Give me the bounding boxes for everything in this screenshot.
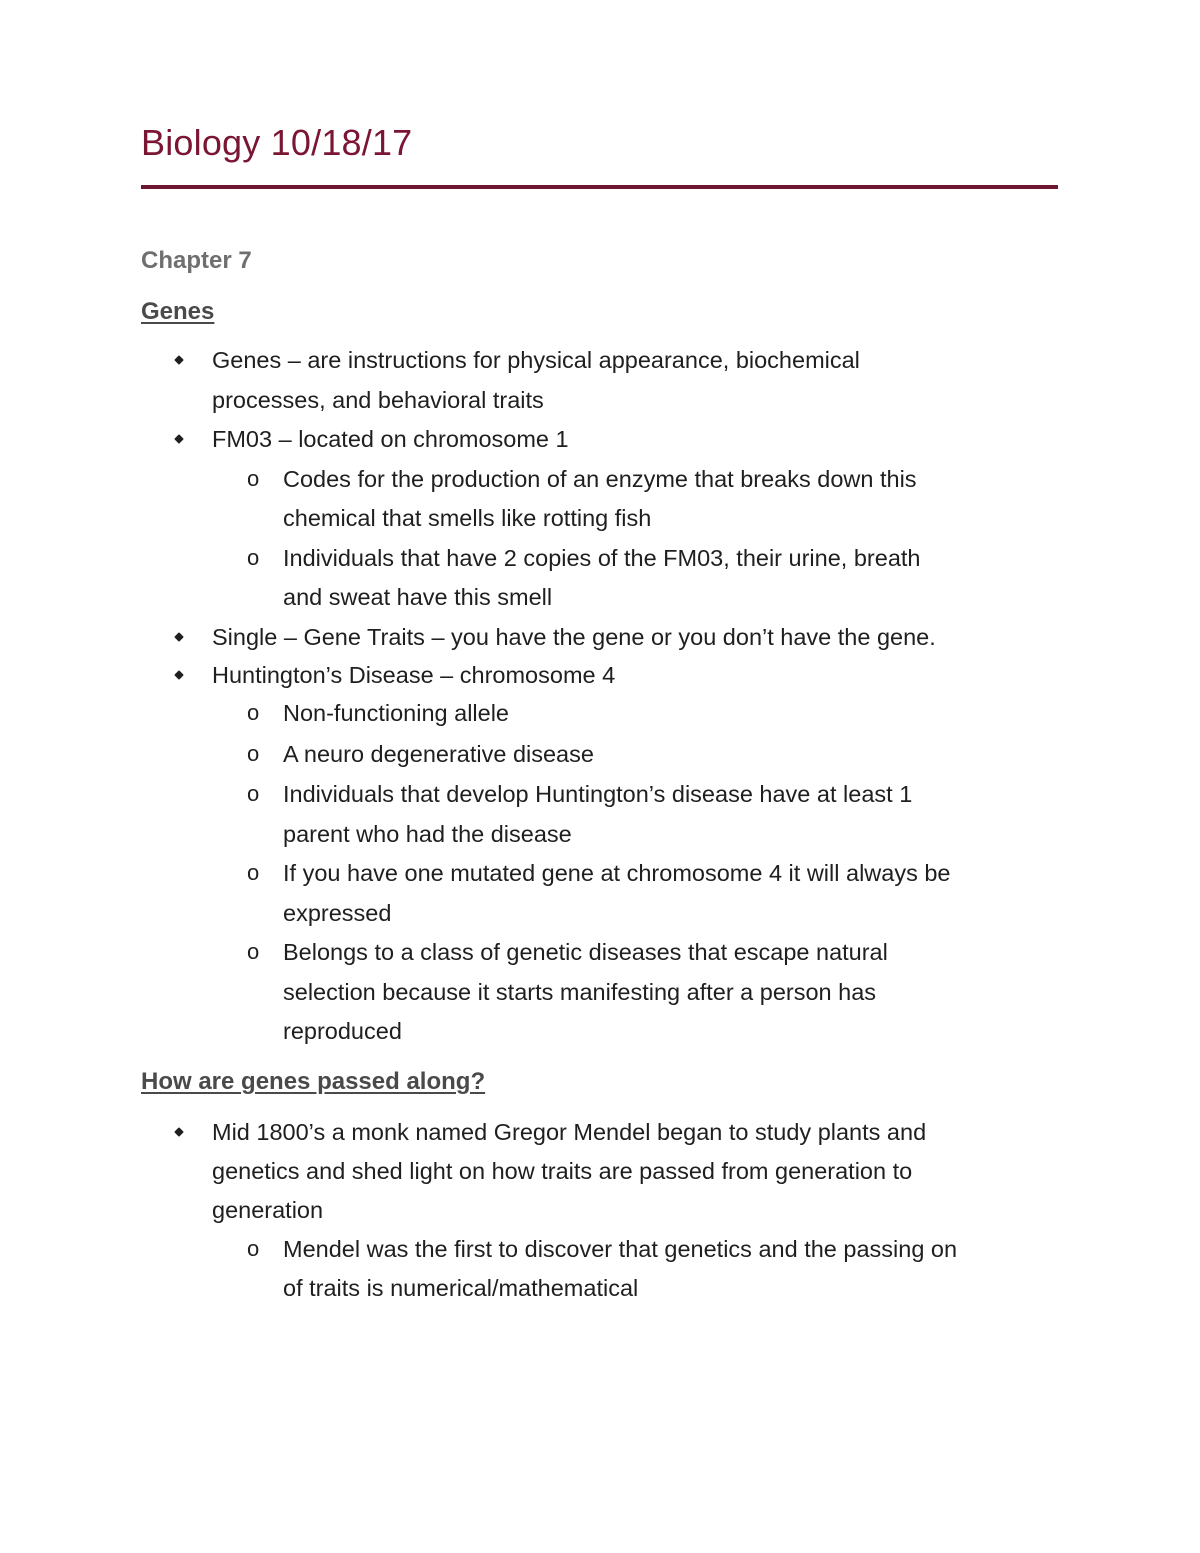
sub-list-item-line: Non-functioning allele bbox=[283, 700, 510, 726]
sub-list-item-line: Mendel was the first to discover that genetics and the passing on bbox=[283, 1236, 958, 1262]
sub-list-item-line: selection because it starts manifesting after a person has bbox=[283, 979, 877, 1005]
sub-bullet-icon: o bbox=[247, 781, 260, 806]
list-item-line: Single – Gene Traits – you have the gene or you don’t have the gene. bbox=[212, 624, 936, 650]
bullet-icon bbox=[172, 621, 188, 653]
list-item-line: Genes – are instructions for physical appearance, biochemical bbox=[212, 347, 860, 373]
bullet-icon bbox=[172, 344, 188, 376]
sub-list-item-line: of traits is numerical/mathematical bbox=[283, 1275, 639, 1301]
chapter-subtitle: Chapter 7 bbox=[141, 247, 252, 274]
title-divider bbox=[141, 185, 1058, 189]
document-title: Biology 10/18/17 bbox=[141, 122, 413, 163]
list-item-line: FM03 – located on chromosome 1 bbox=[212, 426, 569, 452]
sub-list-item-line: Belongs to a class of genetic diseases that escape natural bbox=[283, 939, 888, 965]
sub-bullet-icon: o bbox=[247, 939, 260, 964]
list-item-line: generation bbox=[212, 1197, 324, 1223]
sub-list-item-line: and sweat have this smell bbox=[283, 584, 553, 610]
list-item-line: Mid 1800’s a monk named Gregor Mendel began to study plants and bbox=[212, 1119, 927, 1145]
sub-list-item-line: If you have one mutated gene at chromosome 4 it will always be bbox=[283, 860, 951, 886]
sub-bullet-icon: o bbox=[247, 700, 260, 725]
sub-list-item-line: A neuro degenerative disease bbox=[283, 741, 594, 767]
list-item-line: processes, and behavioral traits bbox=[212, 387, 544, 413]
sub-list-item-line: reproduced bbox=[283, 1018, 402, 1044]
section-heading-how-genes-passed: How are genes passed along? bbox=[141, 1068, 486, 1095]
sub-list-item-line: Individuals that have 2 copies of the FM03, their urine, breath bbox=[283, 545, 921, 571]
sub-bullet-icon: o bbox=[247, 741, 260, 766]
list-item-line: genetics and shed light on how traits are passed from generation to bbox=[212, 1158, 913, 1184]
sub-list-item-line: Codes for the production of an enzyme that breaks down this bbox=[283, 466, 917, 492]
section-heading-genes: Genes bbox=[141, 298, 215, 325]
sub-bullet-icon: o bbox=[247, 545, 260, 570]
bullet-icon bbox=[172, 659, 188, 691]
bullet-icon bbox=[172, 423, 188, 455]
sub-bullet-icon: o bbox=[247, 860, 260, 885]
sub-list-item-line: Individuals that develop Huntington’s disease have at least 1 bbox=[283, 781, 913, 807]
bullet-icon bbox=[172, 1116, 188, 1148]
list-item-line: Huntington’s Disease – chromosome 4 bbox=[212, 662, 616, 688]
sub-bullet-icon: o bbox=[247, 466, 260, 491]
sub-list-item-line: chemical that smells like rotting fish bbox=[283, 505, 652, 531]
sub-list-item-line: expressed bbox=[283, 900, 392, 926]
sub-bullet-icon: o bbox=[247, 1236, 260, 1261]
sub-list-item-line: parent who had the disease bbox=[283, 821, 572, 847]
